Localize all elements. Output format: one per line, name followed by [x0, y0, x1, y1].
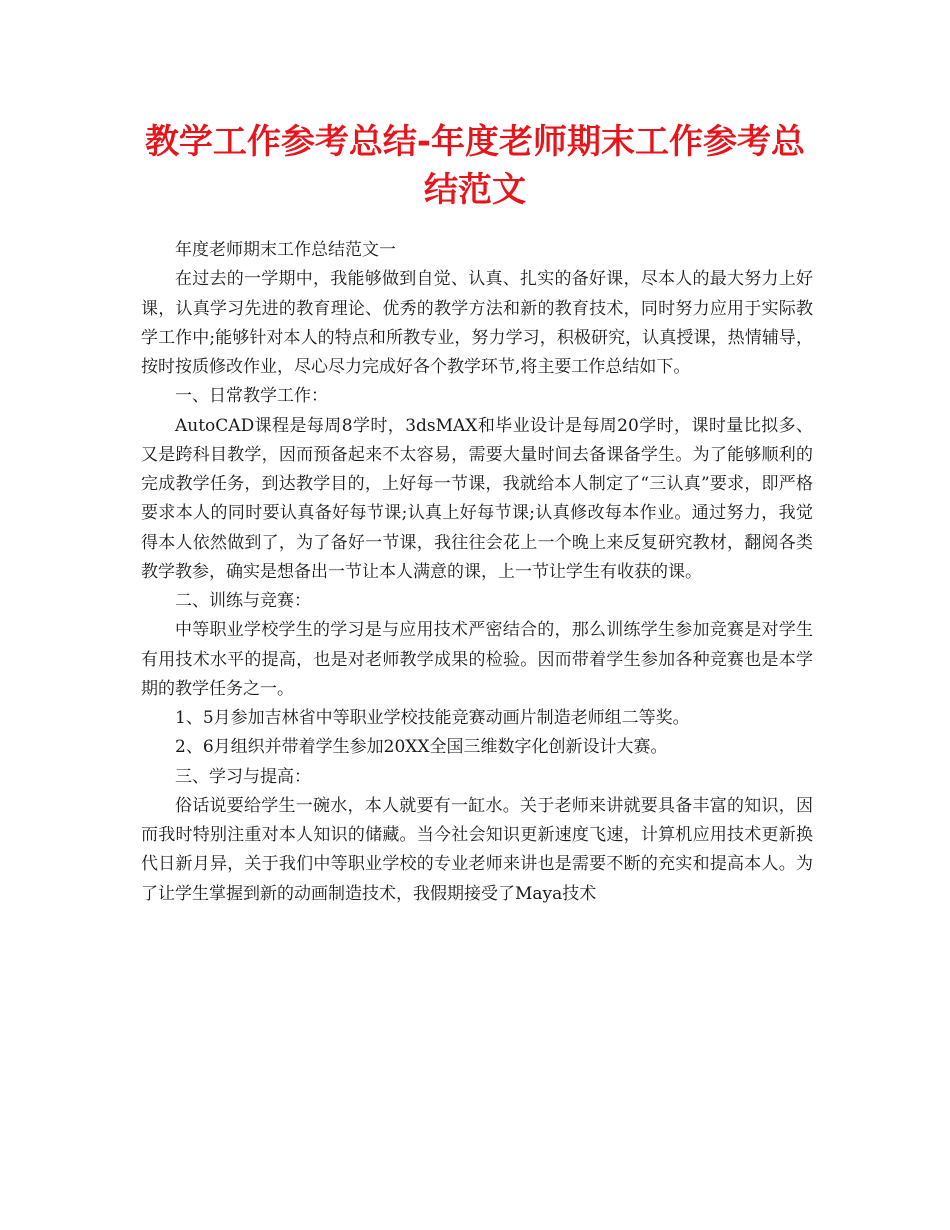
body-paragraph: 俗话说要给学生一碗水，本人就要有一缸水。关于老师来讲就要具备丰富的知识，因而我时特别注重对本人知识的储藏。当今社会知识更新速度飞速，计算机应用技术更新换代日新月异，关于我们中等职业学校的专业老师来讲也是需要不断的充实和提高本人。为了让学生掌握到新的动画制造技术，我假期接受了Maya技术 — [141, 795, 813, 904]
section-heading: 二、训练与竞赛： — [175, 591, 311, 611]
section-heading: 三、学习与提高： — [175, 766, 311, 787]
body-paragraph: AutoCAD课程是每周8学时，3dsMAX和毕业设计是每周20学时，课时量比拟多、又是跨科目教学，因而预备起来不太容易，需要大量时间去备课备学生。为了能够顺利的完成教学任务，到达教学目的，上好每一节课，我就给本人制定了“三认真”要求，即严格要求本人的同时要认真备好每节课;认真上好每节课;认真修改每本作业。通过努力，我觉得本人依然做到了，为了备好一节课，我往往会花上一个晚上来反复研究教材，翻阅各类教学教参，确实是想备出一节让本人满意的课，上一节让学生有收获的课。 — [141, 415, 813, 582]
section-heading: 年度老师期末工作总结范文一 — [175, 240, 396, 260]
body-paragraph: 在过去的一学期中，我能够做到自觉、认真、扎实的备好课，尽本人的最大努力上好课，认真学习先进的教育理论、优秀的教学方法和新的教育技术，同时努力应用于实际教学工作中;能够针对本人的特点和所教专业，努力学习，积极研究，认真授课，热情辅导，按时按质修改作业，尽心尽力完成好各个教学环节,将主要工作总结如下。 — [141, 269, 813, 377]
document-title: 教学工作参考总结-年度老师期末工作参考总结范文 — [144, 122, 806, 210]
section-heading: 一、日常教学工作： — [175, 386, 328, 407]
body-paragraph: 中等职业学校学生的学习是与应用技术严密结合的，那么训练学生参加竞赛是对学生有用技术水平的提高，也是对老师教学成果的检验。因而带着学生参加各种竞赛也是本学期的教学任务之一。 — [141, 620, 813, 699]
list-item: 1、5月参加吉林省中等职业学校技能竞赛动画片制造老师组二等奖。 — [175, 708, 690, 728]
document-body — [141, 236, 813, 909]
list-item: 2、6月组织并带着学生参加20XX全国三维数字化创新设计大赛。 — [175, 737, 668, 758]
